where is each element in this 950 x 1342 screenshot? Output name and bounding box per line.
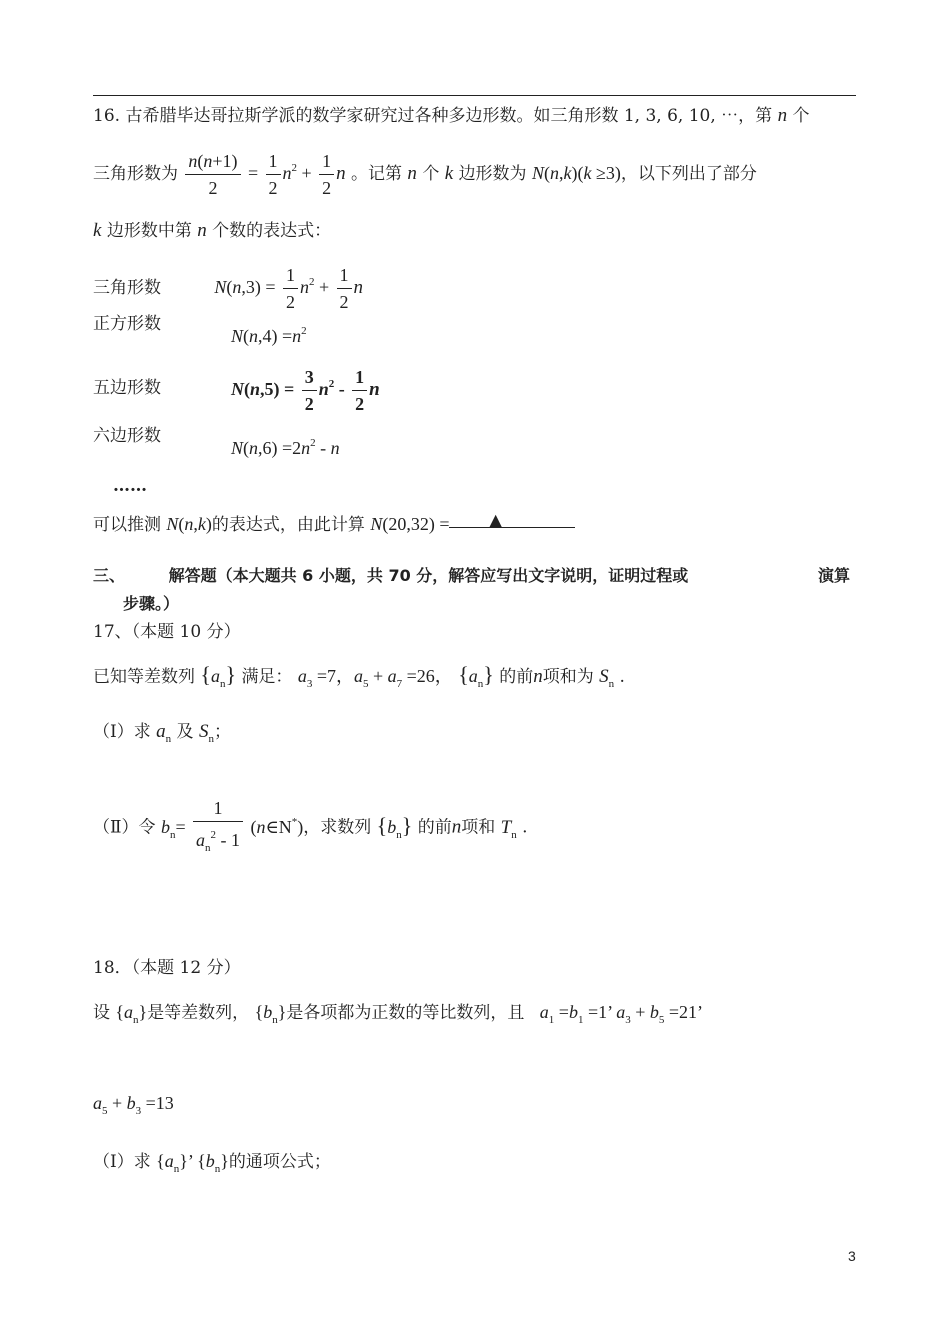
half-fraction: $\frac{1}{2}$ <box>266 148 281 201</box>
q16-text-3: 边形数中第 <box>106 221 192 241</box>
q16-ge: 个 <box>792 106 810 126</box>
page-number: 3 <box>848 1248 856 1264</box>
q17-part2-b: ，求数列 <box>303 817 372 838</box>
q17-part2-d: 项和 <box>461 817 496 838</box>
q17-part2-a: （Ⅱ）令 <box>93 817 156 838</box>
triangular-fraction: $\frac{n(n+1)}{2}$ <box>185 148 240 201</box>
header-rule <box>93 95 856 96</box>
q18-intro-a: 设 <box>93 1003 110 1023</box>
q18-intro-b: 是等差数列， <box>147 1003 250 1023</box>
q16-text-2c: 个 <box>422 164 440 184</box>
q18-head: 18．（本题 12 分） <box>93 958 241 978</box>
row-pentagon <box>93 375 161 401</box>
q18-part1: （Ⅰ）求 $\{a_n\}$’ $\{b_n\}$的通项公式； <box>93 1151 331 1175</box>
q16-n: n <box>777 105 788 126</box>
ellipsis: …… <box>113 476 147 496</box>
row-hexagon <box>93 423 161 449</box>
section3-label: 三、 <box>93 566 126 585</box>
hexagon-formula: $N(n,6) =2n^2 - n$ <box>231 437 340 458</box>
section3-text: 解答题（本大题共 6 小题，共 70 分，解答应写出文字说明，证明过程或 <box>168 566 689 585</box>
q16-text-2e: ，以下列出了部分 <box>620 164 757 184</box>
row-label: 五边形数 <box>93 378 161 398</box>
q16-line-3: k 边形数中第 n 个数的表达式： <box>93 220 332 241</box>
q18-intro-c: 是各项都为正数的等比数列，且 <box>286 1003 525 1023</box>
half-fraction: $\frac{1}{2}$ <box>319 148 334 201</box>
q16-line-2: 三角形数为 $\frac{n(n+1)}{2}$ = $\frac{1}{2}$ $n^2$ + $\frac{1}{2}$ n 。记第 n 个 k 边形数为 N(n,k)(k ≥3)，以下列出了部分 <box>93 148 757 201</box>
q16-text-1: 16. 古希腊毕达哥拉斯学派的数学家研究过各种多边形数。如三角形数 1, 3, 6, 10, ⋯，第 <box>93 106 773 126</box>
q16-k: k <box>93 220 102 241</box>
q18-part1-a: （Ⅰ）求 <box>93 1152 151 1172</box>
triangular-formula: = <box>247 163 259 183</box>
square-formula: $N(n,4) =n^2$ <box>231 325 307 346</box>
q17-part1-b: 及 <box>176 722 194 742</box>
pentagon-formula: N(n,5) = $\frac{3}{2}$ $n^2$ - $\frac{1}{2}$ n <box>231 364 380 417</box>
q16-text-2a: 三角形数为 <box>93 164 178 184</box>
section3-line1 <box>93 563 688 589</box>
section3-line2: 步骤。） <box>123 594 180 613</box>
q17-part1: （Ⅰ）求 $a_n$ 及 $S_n$； <box>93 721 231 745</box>
q18-intro: 设 $\{a_n\}$是等差数列， $\{b_n\}$是各项都为正数的等比数列，且 $a_1 =b_1 =1$’ $a_3 + b_5 =21$’ <box>93 1002 704 1026</box>
q16-line-1 <box>93 103 809 129</box>
row-label: 三角形数 <box>93 278 161 298</box>
q17-intro: 已知等差数列 $\{a_n\}$ 满足： $a_3 =7$，$a_5 + a_7 =26$， $\{a_n\}$ 的前n项和为 $S_n$ . <box>93 662 625 690</box>
q17-part1-a: （Ⅰ）求 <box>93 722 151 742</box>
q17-intro-d: 项和为 <box>542 667 594 687</box>
q16-text-2d: 边形数为 <box>458 164 527 184</box>
row-label: 六边形数 <box>93 426 161 446</box>
n-k-notation: N(n,k)(k ≥3) <box>531 163 621 183</box>
q16-last-b: 的表达式，由此计算 <box>211 515 365 535</box>
q17-head: 17、（本题 10 分） <box>93 622 241 642</box>
q16-last-a: 可以推测 <box>93 515 161 535</box>
q16-text-3b: 个数的表达式： <box>212 221 332 241</box>
q16-last-line: 可以推测 N(n,k)的表达式，由此计算 N(20,32) = ▲ <box>93 511 575 538</box>
q18-part1-b: 的通项公式； <box>228 1152 331 1172</box>
q17-part2: （Ⅱ）令 $b_n=$ $\frac{1}{a_n^2 - 1}$ (n∈N*)，求数列 $\{b_n\}$ 的前n项和 $T_n$ . <box>93 795 528 861</box>
q18-cond2: $a_5 + b_3 =13$ <box>93 1093 174 1117</box>
answer-blank[interactable] <box>449 510 575 529</box>
triangle-marker-icon: ▲ <box>489 510 502 529</box>
q17-intro-b: 满足： <box>241 667 293 687</box>
row-label: 正方形数 <box>93 314 161 334</box>
row-triangle: 三角形数 N(n,3) = $\frac{1}{2}$ $n^2$ + $\frac{1}{2}$ n <box>93 262 363 315</box>
section3-tail: 演算 <box>818 566 851 585</box>
q17-part2-c: 的前 <box>417 817 452 838</box>
q17-intro-a: 已知等差数列 <box>93 667 195 687</box>
row-square <box>93 311 161 337</box>
q16-text-2b: 。记第 <box>351 164 402 184</box>
q17-intro-c: 的前 <box>499 667 534 687</box>
